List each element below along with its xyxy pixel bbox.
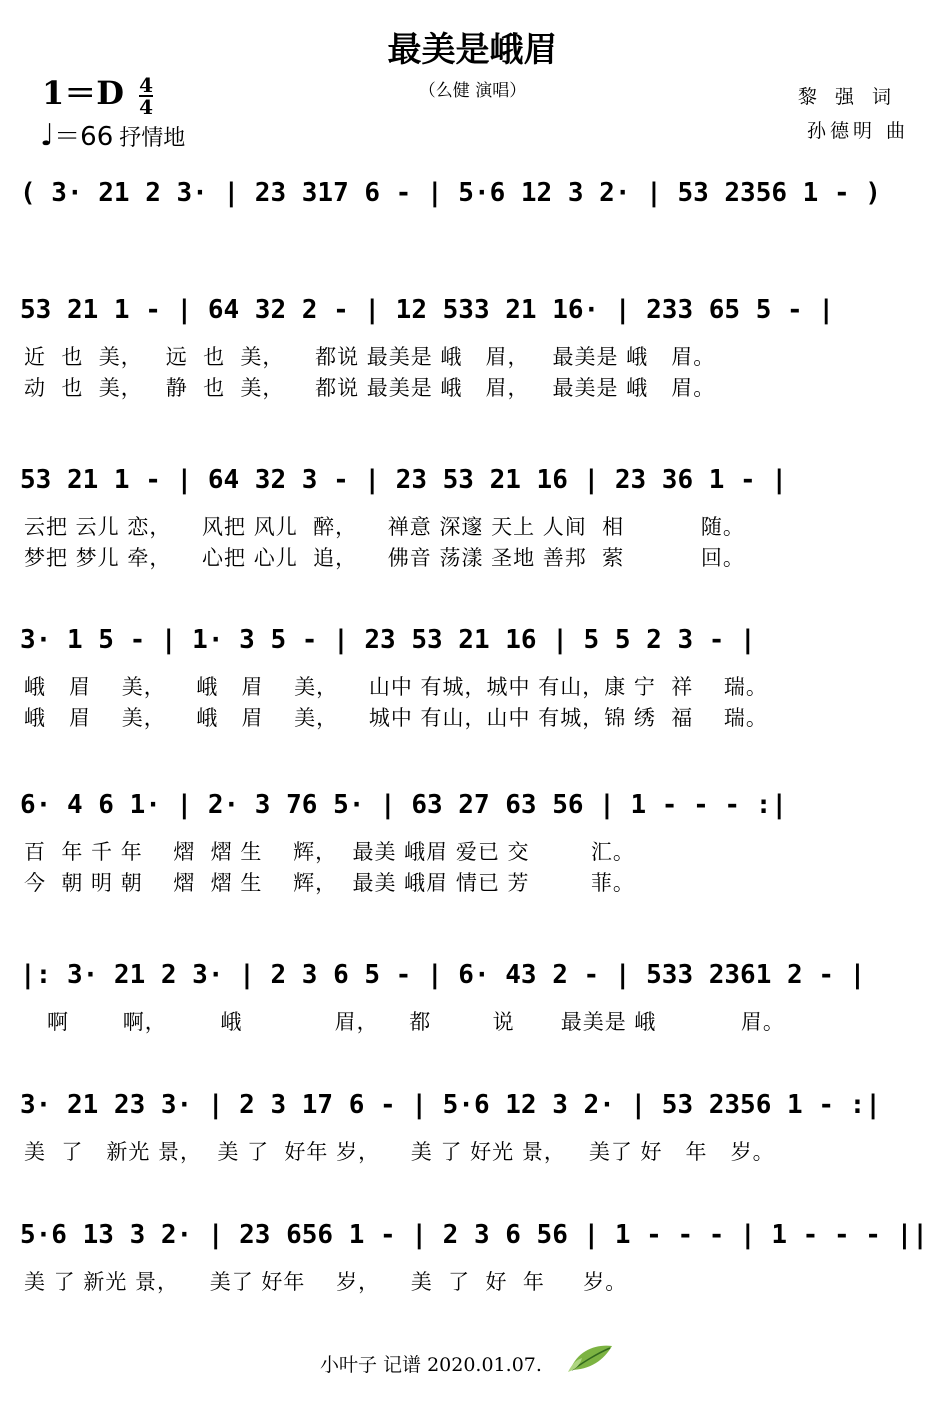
notation-row: 53 21 1 - | 64 32 3 - | 23 53 21 16 | 23 36 1 - | [20, 465, 788, 495]
lyric-line: 百 年 千 年 熠 熠 生 辉， 最美 峨眉 爱已 交 汇。 [24, 840, 635, 864]
tempo-value: ＝66 [54, 122, 114, 152]
transcriber-note: 小叶子 记谱 2020.01.07. [320, 1354, 542, 1376]
notation-row: 5·6 13 3 2· | 23 656 1 - | 2 3 6 56 | 1 - - - | 1 - - - || [20, 1220, 928, 1250]
notation-row: 53 21 1 - | 64 32 2 - | 12 533 21 16· | 233 65 5 - | [20, 295, 834, 325]
composer-credit: 孙德明 曲 [806, 120, 909, 142]
notation-row: |: 3· 21 2 3· | 2 3 6 5 - | 6· 43 2 - | 533 2361 2 - | [20, 960, 866, 990]
quarter-note-icon: ♩ [40, 118, 55, 153]
notation-row: 6· 4 6 1· | 2· 3 76 5· | 63 27 63 56 | 1 - - - :| [20, 790, 788, 820]
time-signature-top: 4 [139, 72, 154, 97]
tempo-marking [40, 116, 185, 153]
lyric-line: 云把 云儿 恋， 风把 风儿 醉， 禅意 深邃 天上 人间 相 随。 [24, 515, 745, 539]
song-title: 最美是峨眉 [387, 30, 558, 70]
leaf-icon [566, 1340, 616, 1374]
notation-row: 3· 1 5 - | 1· 3 5 - | 23 53 21 16 | 5 5 2 3 - | [20, 625, 756, 655]
notation-row: 3· 21 23 3· | 2 3 17 6 - | 5·6 12 3 2· | 53 2356 1 - :| [20, 1090, 881, 1120]
singer-credit: （么健 演唱） [418, 81, 527, 101]
lyric-line: 峨 眉 美， 峨 眉 美， 山中 有城，城中 有山，康 宁 祥 瑞。 [24, 675, 768, 699]
lyric-line: 今 朝 明 朝 熠 熠 生 辉， 最美 峨眉 情已 芳 菲。 [24, 871, 635, 895]
key-signature [42, 68, 153, 117]
lyric-line: 啊 啊， 峨 眉， 都 说 最美是 峨 眉。 [24, 1010, 785, 1034]
time-signature-bottom: 4 [139, 94, 154, 119]
lyricist-credit: 黎强词 [797, 86, 909, 108]
lyric-line: 美 了 新光 景， 美了 好年 岁， 美 了 好 年 岁。 [24, 1270, 628, 1294]
lyric-line: 美 了 新光 景， 美 了 好年 岁， 美 了 好光 景， 美了 好 年 岁。 [24, 1140, 775, 1164]
time-signature [139, 72, 154, 119]
key-label: 1＝D [42, 74, 125, 112]
lyric-line: 近 也 美， 远 也 美， 都说 最美是 峨 眉， 最美是 峨 眉。 [24, 345, 716, 369]
lyric-line: 梦把 梦儿 牵， 心把 心儿 追， 佛音 荡漾 圣地 善邦 萦 回。 [24, 546, 745, 570]
lyric-line: 动 也 美， 静 也 美， 都说 最美是 峨 眉， 最美是 峨 眉。 [24, 376, 716, 400]
lyric-line: 峨 眉 美， 峨 眉 美， 城中 有山，山中 有城，锦 绣 福 瑞。 [24, 706, 768, 730]
notation-row: ( 3· 21 2 3· | 23 317 6 - | 5·6 12 3 2· | 53 2356 1 - ) [20, 178, 881, 208]
mood-marking: 抒情地 [119, 126, 186, 151]
